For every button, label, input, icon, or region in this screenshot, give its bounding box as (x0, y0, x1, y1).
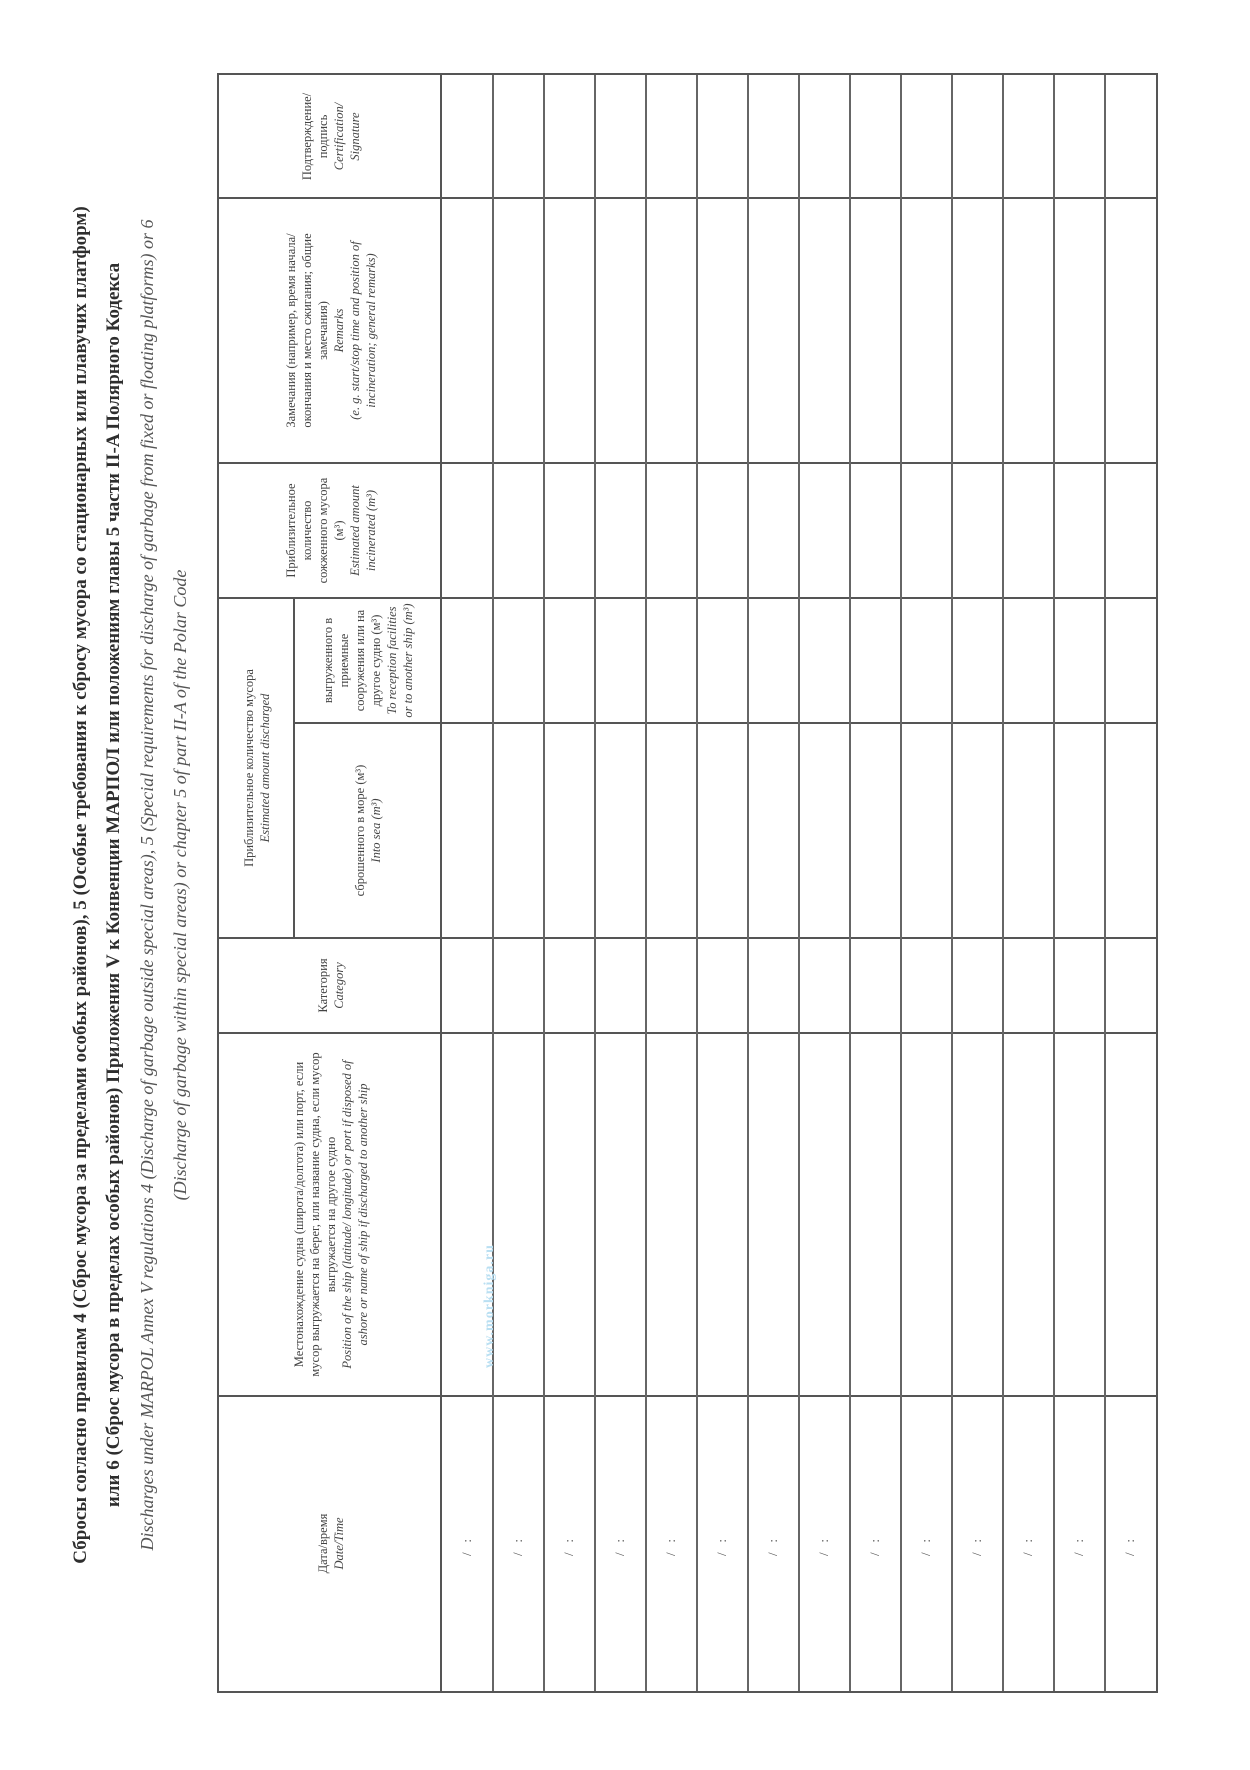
table-row (799, 75, 850, 1691)
row-date-marker[interactable]: / : (509, 1539, 525, 1556)
header-incinerated-en: Estimated amount incinerated (m³) (347, 485, 378, 576)
row-divider (900, 75, 902, 1691)
table-row (493, 75, 544, 1691)
header-category-en: Category (331, 962, 346, 1009)
row-divider (747, 75, 749, 1691)
header-date-ru: Дата/время (315, 1513, 330, 1574)
header-estimated-ru: Приблизительное количество мусора (241, 669, 256, 867)
title-line-1-ru: Сбросы согласно правилам 4 (Сброс мусора за пределами особых районов), 5 (Особые требования к сбросу мусора со стационарных или плавучих платформ) (70, 206, 91, 1564)
header-to-reception-ru: выгруженного в приемные сооружения или на другое судно (м³) (321, 609, 383, 712)
header-to-reception (294, 598, 442, 723)
header-into-sea-ru: сброшенного в море (м³) (353, 764, 367, 897)
row-divider (543, 75, 545, 1691)
header-remarks-en-title: Remarks (331, 308, 346, 353)
header-date (219, 1396, 442, 1691)
table-row (544, 75, 595, 1691)
row-divider (798, 75, 800, 1691)
header-remarks-ru: Замечания (например, время начала/окончания и место сжигания; общие замечания) (283, 233, 330, 428)
garbage-discharge-table (217, 73, 1158, 1693)
table-row (697, 75, 748, 1691)
title-line-2-en: (Discharge of garbage within special areas) or chapter 5 of part II-A of the Polar Code (170, 569, 190, 1201)
row-divider (594, 75, 596, 1691)
row-date-marker[interactable]: / : (1070, 1539, 1086, 1556)
header-into-sea (294, 723, 442, 938)
table-row (748, 75, 799, 1691)
row-date-marker[interactable]: / : (662, 1539, 678, 1556)
header-position-en: Position of the ship (latitude/ longitude) or port if disposed of ashore or name of ship if discharged to another ship (339, 1060, 370, 1369)
row-date-marker[interactable]: / : (1121, 1539, 1137, 1556)
row-divider (492, 75, 494, 1691)
header-into-sea-en: Into sea (m³) (369, 798, 383, 863)
row-date-marker[interactable]: / : (968, 1539, 984, 1556)
header-signature (219, 75, 442, 198)
row-divider (1053, 75, 1055, 1691)
row-date-marker[interactable]: / : (866, 1539, 882, 1556)
row-divider (951, 75, 953, 1691)
header-date-en: Date/Time (331, 1517, 346, 1570)
header-incinerated (219, 463, 442, 598)
row-date-marker[interactable]: / : (917, 1539, 933, 1556)
header-incinerated-ru: Приблизительное количество сожженного мусора (м³) (283, 477, 346, 584)
header-to-reception-en: To reception facilities or to another ship (m³) (385, 603, 415, 718)
header-estimated-en: Estimated amount discharged (257, 693, 272, 843)
table-row (595, 75, 646, 1691)
table-row (901, 75, 952, 1691)
row-date-marker[interactable]: / : (560, 1539, 576, 1556)
table-row (646, 75, 697, 1691)
table-row (442, 75, 493, 1691)
row-date-marker[interactable]: / : (764, 1539, 780, 1556)
header-category-ru: Категория (315, 958, 330, 1013)
header-signature-en: Certification/ Signature (331, 102, 362, 171)
table-row (952, 75, 1003, 1691)
row-date-marker[interactable]: / : (611, 1539, 627, 1556)
header-remarks-en: (e. g. start/stop time and position of incineration; general remarks) (347, 241, 378, 420)
title-line-1-en: Discharges under MARPOL Annex V regulations 4 (Discharge of garbage outside special areas), 5 (Special requirements for discharge of garbage from fixed or floating platforms) or 6 (137, 219, 157, 1551)
header-category (219, 938, 442, 1033)
header-position-ru: Местонахождение судна (широта/долгота) или порт, если мусор выгружается на берег, или название судна, если мусор выгружается на другое судно (291, 1052, 338, 1377)
row-divider (1104, 75, 1106, 1691)
table-row (1003, 75, 1054, 1691)
header-remarks (219, 198, 442, 463)
row-divider (645, 75, 647, 1691)
row-divider (849, 75, 851, 1691)
row-date-marker[interactable]: / : (713, 1539, 729, 1556)
row-divider (696, 75, 698, 1691)
header-position (219, 1033, 442, 1396)
header-estimated-group (219, 598, 294, 938)
table-row (850, 75, 901, 1691)
header-signature-ru: Подтверждение/ подпись (299, 92, 330, 181)
row-date-marker[interactable]: / : (1019, 1539, 1035, 1556)
table-row (1054, 75, 1105, 1691)
subheader-divider (293, 598, 295, 938)
row-date-marker[interactable]: / : (458, 1539, 474, 1556)
table-row (1105, 75, 1156, 1691)
watermark: www.morkniga.ru (482, 1244, 497, 1368)
row-divider (1002, 75, 1004, 1691)
row-date-marker[interactable]: / : (815, 1539, 831, 1556)
title-line-2-ru: или 6 (Сброс мусора в пределах особых районов) Приложения V к Конвенции МАРПОЛ или положениям главы 5 части II-A Полярного Кодекса (103, 262, 124, 1508)
